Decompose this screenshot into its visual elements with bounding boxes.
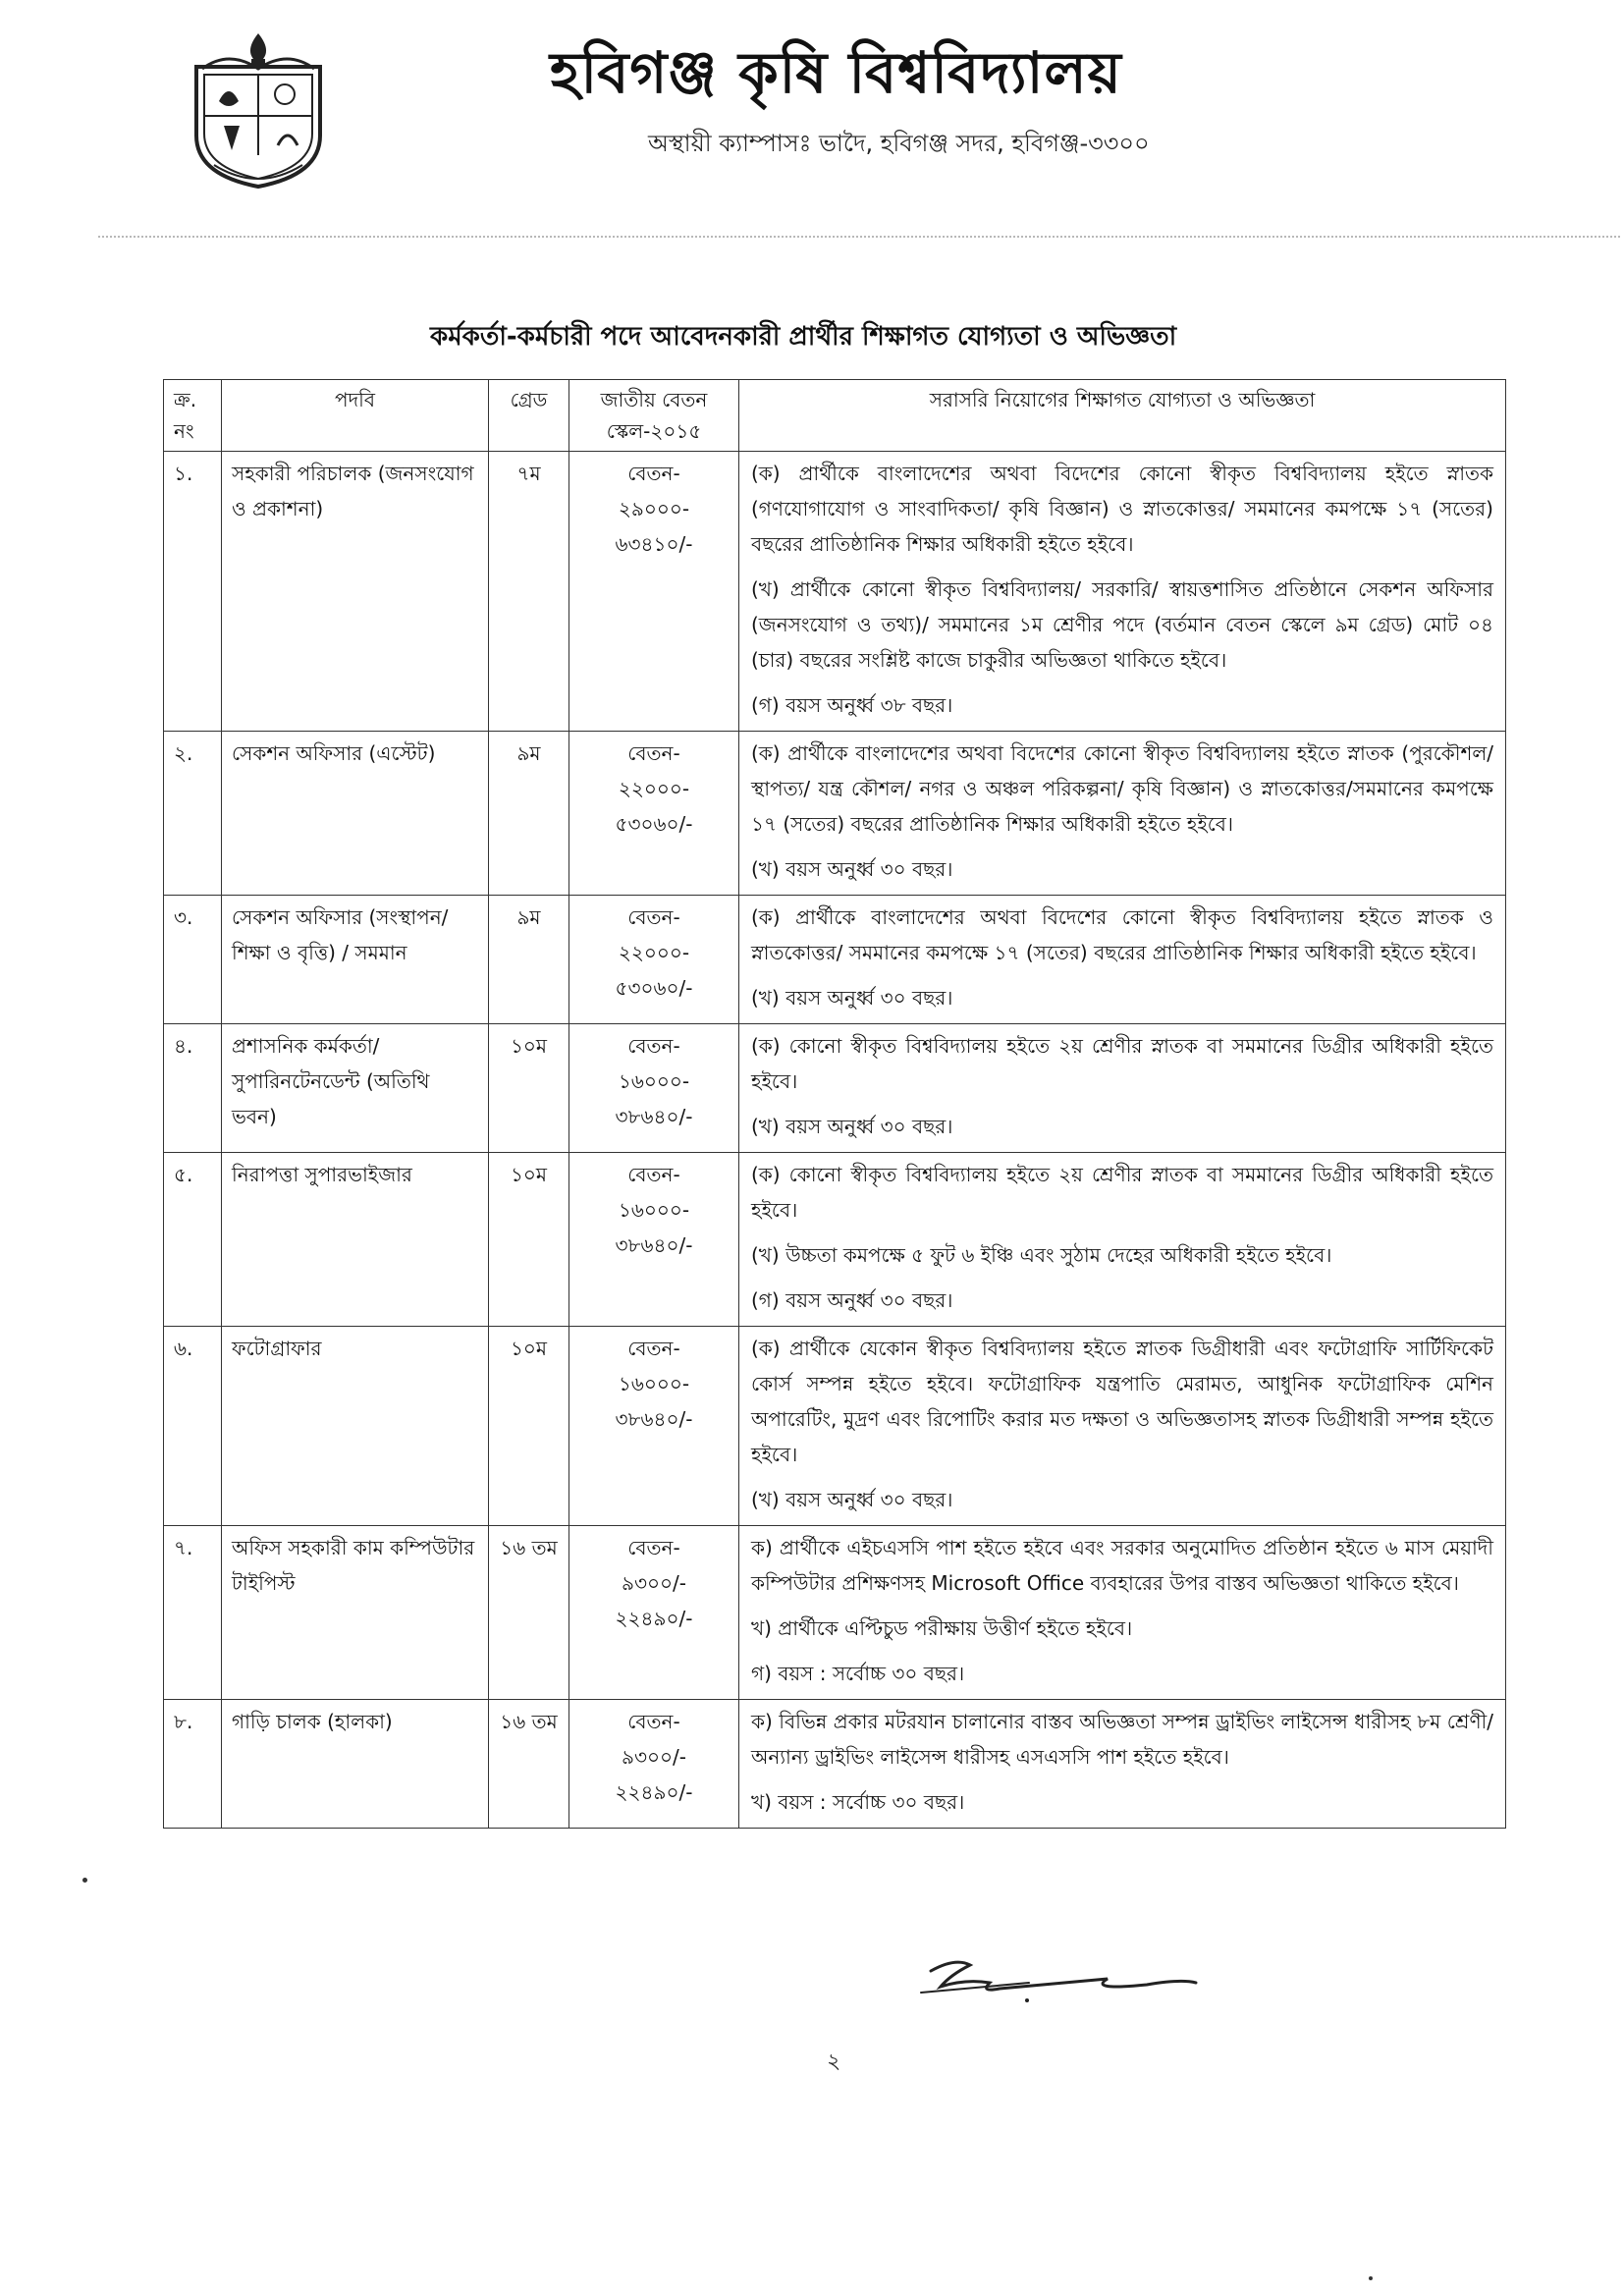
pay-scale-line: ২৯০০০- — [618, 497, 690, 520]
requirement-item: ক) প্রার্থীকে এইচএসসি পাশ হইতে হইবে এবং সরকার অনুমোদিত প্রতিষ্ঠান হইতে ৬ মাস মেয়াদী কম্পিউটার প্রশিক্ষণসহ Microsoft Office ব্যবহারের উপর বাস্তব অভিজ্ঞতা থাকিতে হইবে। — [751, 1536, 1493, 1595]
header-pay-scale: জাতীয় বেতন স্কেল-২০১৫ — [569, 380, 739, 452]
requirement-item: (খ) বয়স অনুর্ধ্ব ৩০ বছর। — [751, 1488, 953, 1511]
pay-scale-cell — [569, 732, 739, 896]
pay-scale-cell — [569, 1327, 739, 1526]
pay-scale-line: ৩৮৬৪০/- — [615, 1407, 693, 1431]
requirement-item: (খ) বয়স অনুর্ধ্ব ৩০ বছর। — [751, 986, 953, 1010]
requirements-cell — [739, 1327, 1506, 1526]
requirements-cell — [739, 896, 1506, 1024]
pay-scale-line: বেতন- — [627, 462, 680, 485]
requirements-cell — [739, 1526, 1506, 1700]
requirement-item: (ক) প্রার্থীকে বাংলাদেশের অথবা বিদেশের কোনো স্বীকৃত বিশ্ববিদ্যালয় হইতে স্নাতক (গণযোগাযোগ ও সাংবাদিকতা/ কৃষি বিজ্ঞান) ও স্নাতকোত্তর/ সমমানের কমপক্ষে ১৭ (সতের) বছরের প্রাতিষ্ঠানিক শিক্ষার অধিকারী হইতে হইবে। — [751, 462, 1493, 556]
requirement-item: (ক) কোনো স্বীকৃত বিশ্ববিদ্যালয় হইতে ২য় শ্রেণীর স্নাতক বা সমমানের ডিগ্রীর অধিকারী হইতে হইবে। — [751, 1034, 1493, 1093]
requirement-item: গ) বয়স : সর্বোচ্চ ৩০ বছর। — [751, 1662, 965, 1685]
post-cell: নিরাপত্তা সুপারভাইজার — [222, 1153, 489, 1327]
serial-cell: ৪. — [164, 1024, 222, 1153]
scan-speck — [82, 1878, 87, 1883]
pay-scale-line: বেতন- — [627, 1337, 680, 1360]
pay-scale-cell — [569, 1153, 739, 1327]
grade-cell: ১৬ তম — [489, 1526, 569, 1700]
serial-cell: ৫. — [164, 1153, 222, 1327]
pay-scale-cell — [569, 1700, 739, 1829]
pay-scale-line: ৯৩০০/- — [622, 1745, 686, 1769]
pay-scale-line: বেতন- — [627, 741, 680, 765]
grade-cell: ১৬ তম — [489, 1700, 569, 1829]
table-row — [164, 1327, 1506, 1526]
pay-scale-line: ৩৮৬৪০/- — [615, 1233, 693, 1257]
header-divider — [98, 236, 1620, 238]
pay-scale-line: ৯৩০০/- — [622, 1571, 686, 1595]
scan-speck — [1369, 2276, 1373, 2280]
requirements-cell — [739, 1024, 1506, 1153]
serial-cell: ৬. — [164, 1327, 222, 1526]
pay-scale-line: ২২০০০- — [618, 777, 690, 800]
pay-scale-line: বেতন- — [627, 1034, 680, 1058]
serial-cell: ৩. — [164, 896, 222, 1024]
serial-cell: ১. — [164, 452, 222, 732]
grade-cell: ১০ম — [489, 1327, 569, 1526]
table-row — [164, 1024, 1506, 1153]
pay-scale-line: ৬৩৪১০/- — [615, 532, 693, 556]
requirement-item: (খ) বয়স অনুর্ধ্ব ৩০ বছর। — [751, 1115, 953, 1138]
grade-cell: ১০ম — [489, 1024, 569, 1153]
grade-cell: ৯ম — [489, 896, 569, 1024]
requirement-item: (ক) কোনো স্বীকৃত বিশ্ববিদ্যালয় হইতে ২য় শ্রেণীর স্নাতক বা সমমানের ডিগ্রীর অধিকারী হইতে হইবে। — [751, 1163, 1493, 1222]
requirement-item: (খ) উচ্চতা কমপক্ষে ৫ ফুট ৬ ইঞ্চি এবং সুঠাম দেহের অধিকারী হইতে হইবে। — [751, 1243, 1332, 1267]
serial-cell: ৭. — [164, 1526, 222, 1700]
header-qualification: সরাসরি নিয়োগের শিক্ষাগত যোগ্যতা ও অভিজ্ঞতা — [739, 380, 1506, 452]
table-header-row — [164, 380, 1506, 452]
header-serial: ক্র. নং — [164, 380, 222, 452]
pay-scale-line: ১৬০০০- — [618, 1372, 690, 1395]
pay-scale-line: বেতন- — [627, 905, 680, 929]
requirement-item: (গ) বয়স অনুর্ধ্ব ৩৮ বছর। — [751, 693, 953, 717]
post-cell: গাড়ি চালক (হালকা) — [222, 1700, 489, 1829]
signature — [911, 1949, 1206, 2018]
post-cell: অফিস সহকারী কাম কম্পিউটার টাইপিস্ট — [222, 1526, 489, 1700]
requirement-item: (ক) প্রার্থীকে যেকোন স্বীকৃত বিশ্ববিদ্যালয় হইতে স্নাতক ডিগ্রীধারী এবং ফটোগ্রাফি সার্টিফিকেট কোর্স সম্পন্ন হইতে হইবে। ফটোগ্রাফিক যন্ত্রপাতি মেরামত, আধুনিক ফটোগ্রাফিক মেশিন অপারেটিং, মুদ্রণ এবং রিপোটিং করার মত দক্ষতা ও অভিজ্ঞতাসহ স্নাতক ডিগ্রীধারী সম্পন্ন হইতে হইবে। — [751, 1337, 1493, 1466]
requirements-cell — [739, 452, 1506, 732]
requirement-item: (গ) বয়স অনুর্ধ্ব ৩০ বছর। — [751, 1288, 953, 1312]
table-row — [164, 896, 1506, 1024]
pay-scale-line: ১৬০০০- — [618, 1069, 690, 1093]
table-row — [164, 732, 1506, 896]
grade-cell: ৭ম — [489, 452, 569, 732]
table-row — [164, 452, 1506, 732]
requirement-item: (ক) প্রার্থীকে বাংলাদেশের অথবা বিদেশের কোনো স্বীকৃত বিশ্ববিদ্যালয় হইতে স্নাতক (পুরকৌশল/ স্থাপত্য/ যন্ত্র কৌশল/ নগর ও অঞ্চল পরিকল্পনা/ কৃষি বিজ্ঞান) ও স্নাতকোত্তর/সমমানের কমপক্ষে ১৭ (সতের) বছরের প্রাতিষ্ঠানিক শিক্ষার অধিকারী হইতে হইবে। — [751, 741, 1493, 836]
pay-scale-line: ২২৪৯০/- — [615, 1607, 693, 1630]
pay-scale-line: বেতন- — [627, 1710, 680, 1733]
university-name: হবিগঞ্জ কৃষি বিশ্ববিদ্যালয় — [550, 39, 1122, 106]
requirements-cell — [739, 1700, 1506, 1829]
table-row — [164, 1526, 1506, 1700]
requirement-item: (ক) প্রার্থীকে বাংলাদেশের অথবা বিদেশের কোনো স্বীকৃত বিশ্ববিদ্যালয় হইতে স্নাতক ও স্নাতকোত্তর/ সমমানের কমপক্ষে ১৭ (সতের) বছরের প্রাতিষ্ঠানিক শিক্ষার অধিকারী হইতে হইবে। — [751, 905, 1493, 964]
requirement-item: খ) প্রার্থীকে এপ্টিচুড পরীক্ষায় উত্তীর্ণ হইতে হইবে। — [751, 1616, 1133, 1640]
table-body — [164, 452, 1506, 1829]
pay-scale-line: ৫৩০৬০/- — [615, 976, 693, 1000]
campus-address: অস্থায়ী ক্যাম্পাসঃ ভাদৈ, হবিগঞ্জ সদর, হবিগঞ্জ-৩৩০০ — [648, 130, 1150, 157]
post-cell: ফটোগ্রাফার — [222, 1327, 489, 1526]
serial-cell: ৮. — [164, 1700, 222, 1829]
table-row — [164, 1700, 1506, 1829]
pay-scale-line: ৩৮৬৪০/- — [615, 1105, 693, 1128]
grade-cell: ৯ম — [489, 732, 569, 896]
pay-scale-line: ২২০০০- — [618, 941, 690, 964]
requirement-item: (খ) বয়স অনুর্ধ্ব ৩০ বছর। — [751, 857, 953, 881]
requirement-item: (খ) প্রার্থীকে কোনো স্বীকৃত বিশ্ববিদ্যালয়/ সরকারি/ স্বায়ত্তশাসিত প্রতিষ্ঠানে সেকশন অফিসার (জনসংযোগ ও তথ্য)/ সমমানের ১ম শ্রেণীর পদে (বর্তমান বেতন স্কেলে ৯ম গ্রেড) মোট ০৪ (চার) বছরের সংশ্লিষ্ট কাজে চাকুরীর অভিজ্ঞতা থাকিতে হইবে। — [751, 577, 1493, 672]
pay-scale-cell — [569, 896, 739, 1024]
grade-cell: ১০ম — [489, 1153, 569, 1327]
pay-scale-line: ১৬০০০- — [618, 1198, 690, 1222]
post-cell: সেকশন অফিসার (সংস্থাপন/ শিক্ষা ও বৃত্তি) / সমমান — [222, 896, 489, 1024]
page-number: ২ — [827, 2050, 841, 2074]
pay-scale-line: বেতন- — [627, 1536, 680, 1559]
pay-scale-line: বেতন- — [627, 1163, 680, 1186]
pay-scale-cell — [569, 452, 739, 732]
post-cell: প্রশাসনিক কর্মকর্তা/ সুপারিনটেনডেন্ট (অতিথি ভবন) — [222, 1024, 489, 1153]
pay-scale-cell — [569, 1526, 739, 1700]
post-cell: সেকশন অফিসার (এস্টেট) — [222, 732, 489, 896]
pay-scale-line: ২২৪৯০/- — [615, 1780, 693, 1804]
qualification-table — [163, 379, 1506, 1829]
university-crest-icon — [185, 27, 332, 190]
post-cell: সহকারী পরিচালক (জনসংযোগ ও প্রকাশনা) — [222, 452, 489, 732]
requirements-cell — [739, 732, 1506, 896]
pay-scale-cell — [569, 1024, 739, 1153]
header-grade: গ্রেড — [489, 380, 569, 452]
requirement-item: খ) বয়স : সর্বোচ্চ ৩০ বছর। — [751, 1790, 965, 1814]
header-post: পদবি — [222, 380, 489, 452]
table-row — [164, 1153, 1506, 1327]
document-title: কর্মকর্তা-কর্মচারী পদে আবেদনকারী প্রার্থীর শিক্ষাগত যোগ্যতা ও অভিজ্ঞতা — [430, 322, 1177, 352]
pay-scale-line: ৫৩০৬০/- — [615, 812, 693, 836]
serial-cell: ২. — [164, 732, 222, 896]
requirement-item: ক) বিভিন্ন প্রকার মটরযান চালানোর বাস্তব অভিজ্ঞতা সম্পন্ন ড্রাইভিং লাইসেন্স ধারীসহ ৮ম শ্রেণী/ অন্যান্য ড্রাইভিং লাইসেন্স ধারীসহ এসএসসি পাশ হইতে হইবে। — [751, 1710, 1493, 1769]
requirements-cell — [739, 1153, 1506, 1327]
